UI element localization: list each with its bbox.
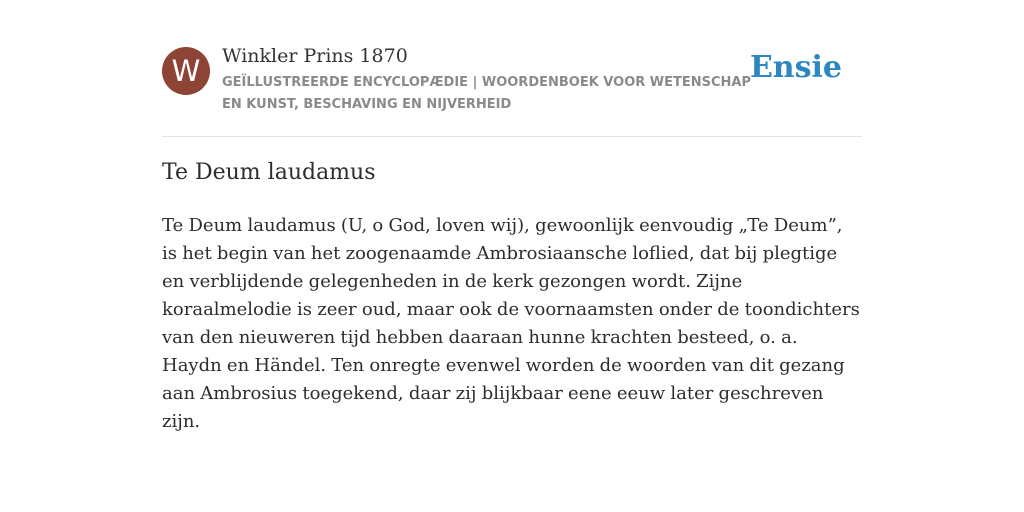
ensie-logo[interactable]: Ensie [749,50,842,85]
entry-title: Te Deum laudamus [162,160,376,185]
source-subtitle: GEÏLLUSTREERDE ENCYCLOPÆDIE | WOORDENBOEK VOOR WETENSCHAP EN KUNST, BESCHAVING EN NIJVERHEID [222,75,751,112]
entry-body: Te Deum laudamus (U, o God, loven wij), gewoonlijk eenvoudig „Te Deum”, is het begin van het zoogenaamde Ambrosiaansche loflied, dat bij plegtige en verblijdende gelegenheden in de kerk gezongen wordt. Zijne koraalmelodie is zeer oud, maar ook de voornaamsten onder de toondichters van den nieuweren tijd hebben daaraan hunne krachten besteed, o. a. Haydn en Händel. Ten onregte evenwel worden de woorden van dit gezang aan Ambrosius toegekend, daar zij blijkbaar eene eeuw later geschreven zijn. [162,215,860,432]
source-header [162,44,862,137]
source-title[interactable]: Winkler Prins 1870 [222,45,408,67]
source-avatar[interactable]: W [162,47,210,95]
